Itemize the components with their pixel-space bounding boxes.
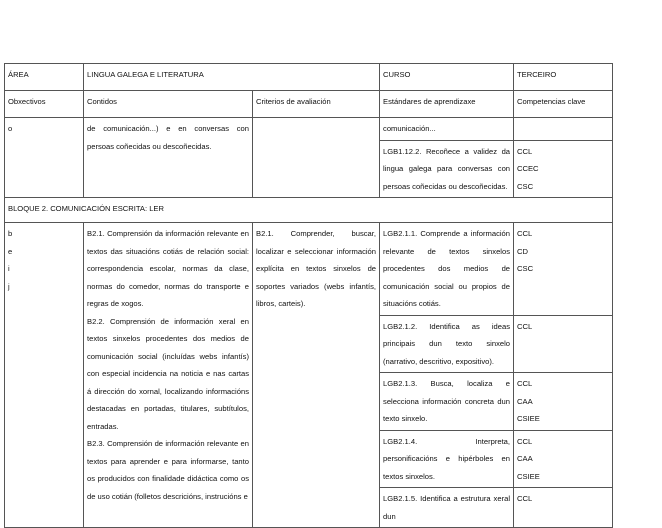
objective-letter: b — [8, 229, 13, 238]
competence-code: CSC — [517, 181, 534, 191]
header-row — [5, 64, 613, 91]
contido-paragraph: B2.3. Comprensión de información relevante en textos para aprender e para informarse, tanto os producidos con finalidade didáctica como os de uso cotián (folletos descricións, instrucións e — [87, 439, 249, 501]
standard-competences — [514, 315, 613, 373]
curso-value: TERCEIRO — [514, 64, 613, 91]
competence-code: CCL — [517, 146, 533, 156]
contido-paragraph: B2.1. Comprensión da información relevante en textos das situacións cotiás de relación social: correspondencia escolar, normas da clase, normas do comedor, normas do transporte e regras de xogos. — [87, 229, 249, 308]
standard-text: LGB2.1.3. Busca, localiza e selecciona información concreta dun texto sinxelo. — [380, 373, 514, 431]
row1-contidos: de comunicación...) e en conversas con persoas coñecidas ou descoñecidas. — [84, 118, 253, 198]
objective-letter: e — [8, 246, 13, 256]
block-row — [5, 198, 613, 223]
standard-text: LGB2.1.2. Identifica as ideas principais dun texto sinxelo (narrativo, descritivo, expositivo). — [380, 315, 514, 373]
competence-code: CCL — [517, 379, 533, 388]
standard-text: LGB2.1.1. Comprende a información relevante de textos sinxelos procedentes dos medios de comunicación social ou propios de situacións cotiás. — [380, 223, 514, 316]
competence-code: CCL — [517, 321, 533, 331]
col-criterios: Criterios de avaliación — [253, 91, 380, 118]
standard-text: LGB2.1.4. Interpreta, personificacións e hipérboles en textos sinxelos. — [380, 430, 514, 488]
competence-code: CSC — [517, 264, 534, 273]
standard-competences — [514, 223, 613, 316]
table-row — [5, 118, 613, 141]
block-title: BLOQUE 2. COMUNICACIÓN ESCRITA: LER — [5, 198, 613, 223]
competence-code: CCL — [517, 229, 533, 238]
column-header-row — [5, 91, 613, 118]
row2-criterio: B2.1. Comprender, buscar, localizar e seleccionar información explícita en textos sinxelos de soportes variados (webs infantís, libros, carteis). — [253, 223, 380, 528]
col-obxectivos: Obxectivos — [5, 91, 84, 118]
col-estandares: Estándares de aprendizaxe — [380, 91, 514, 118]
objective-letter: i — [8, 264, 10, 273]
curso-label: CURSO — [380, 64, 514, 91]
col-competencias: Competencias clave — [514, 91, 613, 118]
row1-comp-2 — [514, 140, 613, 198]
competence-code: CSIEE — [517, 414, 540, 423]
objective-letter: j — [8, 281, 10, 291]
standard-competences — [514, 488, 613, 528]
row1-obxectivos: o — [5, 118, 84, 198]
standard-text: LGB2.1.5. Identifica a estrutura xeral dun — [380, 488, 514, 528]
row1-standard-1: comunicación... — [380, 118, 514, 141]
competence-code: CCL — [517, 494, 533, 503]
row1-standard-2: LGB1.12.2. Recoñece a validez da lingua galega para conversas con persoas coñecidas ou descoñecidas. — [380, 140, 514, 198]
competence-code: CSIEE — [517, 471, 540, 481]
area-value: LINGUA GALEGA E LITERATURA — [84, 64, 380, 91]
table-row — [5, 223, 613, 316]
competence-code: CCL — [517, 436, 533, 446]
area-label: ÁREA — [5, 64, 84, 91]
col-contidos: Contidos — [84, 91, 253, 118]
competence-code: CD — [517, 246, 528, 256]
standard-competences — [514, 373, 613, 431]
standard-competences — [514, 430, 613, 488]
competence-code: CAA — [517, 396, 533, 406]
row1-criterios — [253, 118, 380, 198]
contido-paragraph: B2.2. Comprensión de información xeral en textos sinxelos procedentes dos medios de comunicación social (incluídas webs infantís) con especial incidencia na noticia e nas cartas á dirección do xornal, localizando informacións destacadas en portadas, titulares, subtítulos, entradas. — [87, 316, 249, 431]
row2-contidos — [84, 223, 253, 528]
row1-comp-1 — [514, 118, 613, 141]
competence-code: CCEC — [517, 164, 539, 173]
row2-obxectivos — [5, 223, 84, 528]
competence-code: CAA — [517, 454, 533, 463]
curriculum-table — [4, 63, 613, 528]
